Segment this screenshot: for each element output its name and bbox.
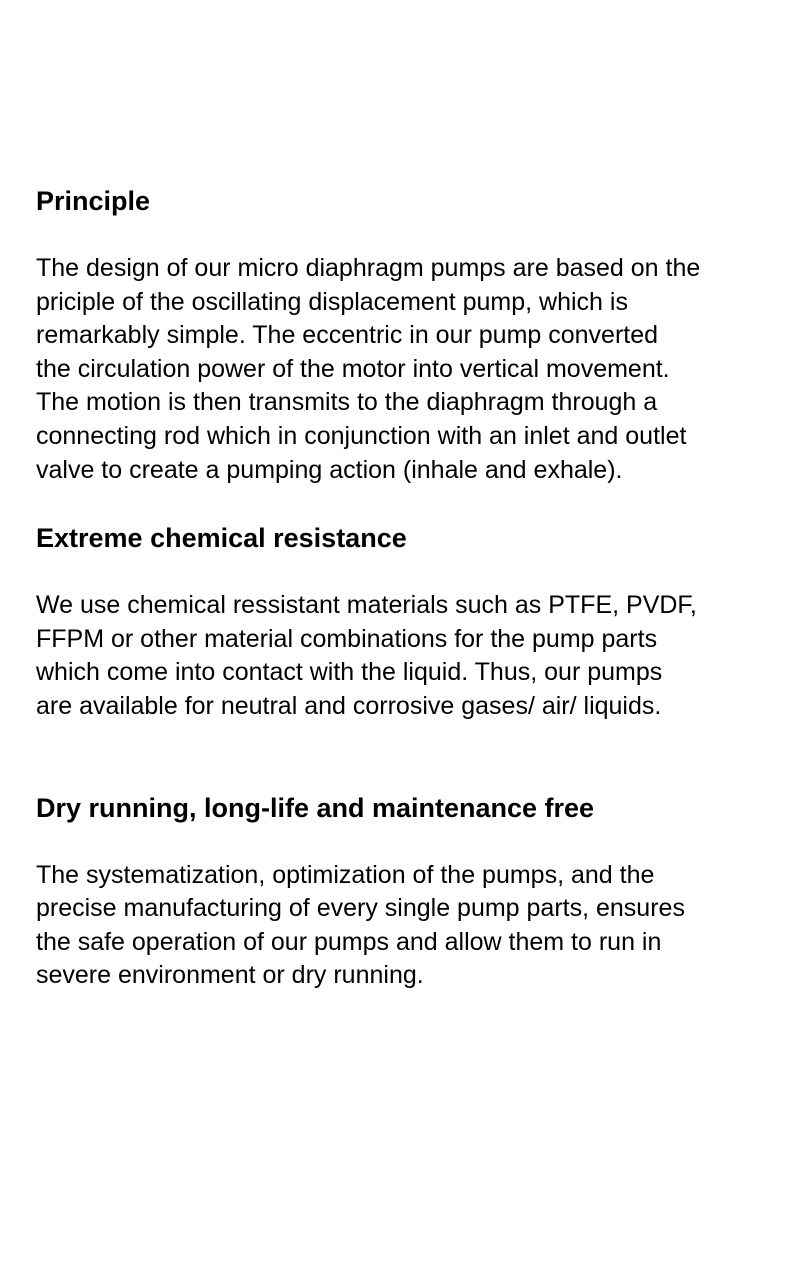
section-heading-principle: Principle: [36, 186, 151, 216]
body-line: The motion is then transmits to the diaphragm through a: [36, 388, 658, 417]
body-line: which come into contact with the liquid. Thus, our pumps: [36, 658, 663, 687]
body-line: The design of our micro diaphragm pumps are based on the: [36, 254, 701, 282]
section-dry-running: [36, 791, 791, 993]
body-line: remarkably simple. The eccentric in our pump converted: [36, 321, 659, 350]
document-content: [36, 184, 791, 993]
section-heading-dry-running: Dry running, long-life and maintenance free: [36, 792, 595, 823]
body-line: priciple of the oscillating displacement pump, which is: [36, 287, 628, 316]
section-body-principle: [36, 252, 791, 487]
section-heading-chemical-resistance: Extreme chemical resistance: [36, 523, 407, 554]
body-line: the circulation power of the motor into vertical movement.: [36, 354, 670, 383]
section-chemical-resistance: [36, 521, 791, 790]
body-line: The systematization, optimization of the pumps, and the: [36, 860, 655, 889]
body-line: FFPM or other material combinations for the pump parts: [36, 624, 658, 653]
body-line: precise manufacturing of every single pump parts, ensures: [36, 894, 685, 923]
body-line: We use chemical ressistant materials such as PTFE, PVDF,: [36, 591, 697, 620]
body-line: valve to create a pumping action (inhale and exhale).: [36, 455, 623, 484]
section-body-chemical-resistance: [36, 589, 791, 723]
body-line: the safe operation of our pumps and allow them to run in: [36, 927, 662, 956]
section-principle: [36, 184, 791, 521]
body-line: connecting rod which in conjunction with an inlet and outlet: [36, 421, 687, 450]
body-line: are available for neutral and corrosive gases/ air/ liquids.: [36, 691, 662, 720]
section-body-dry-running: [36, 859, 791, 993]
body-line: severe environment or dry running.: [36, 961, 424, 990]
